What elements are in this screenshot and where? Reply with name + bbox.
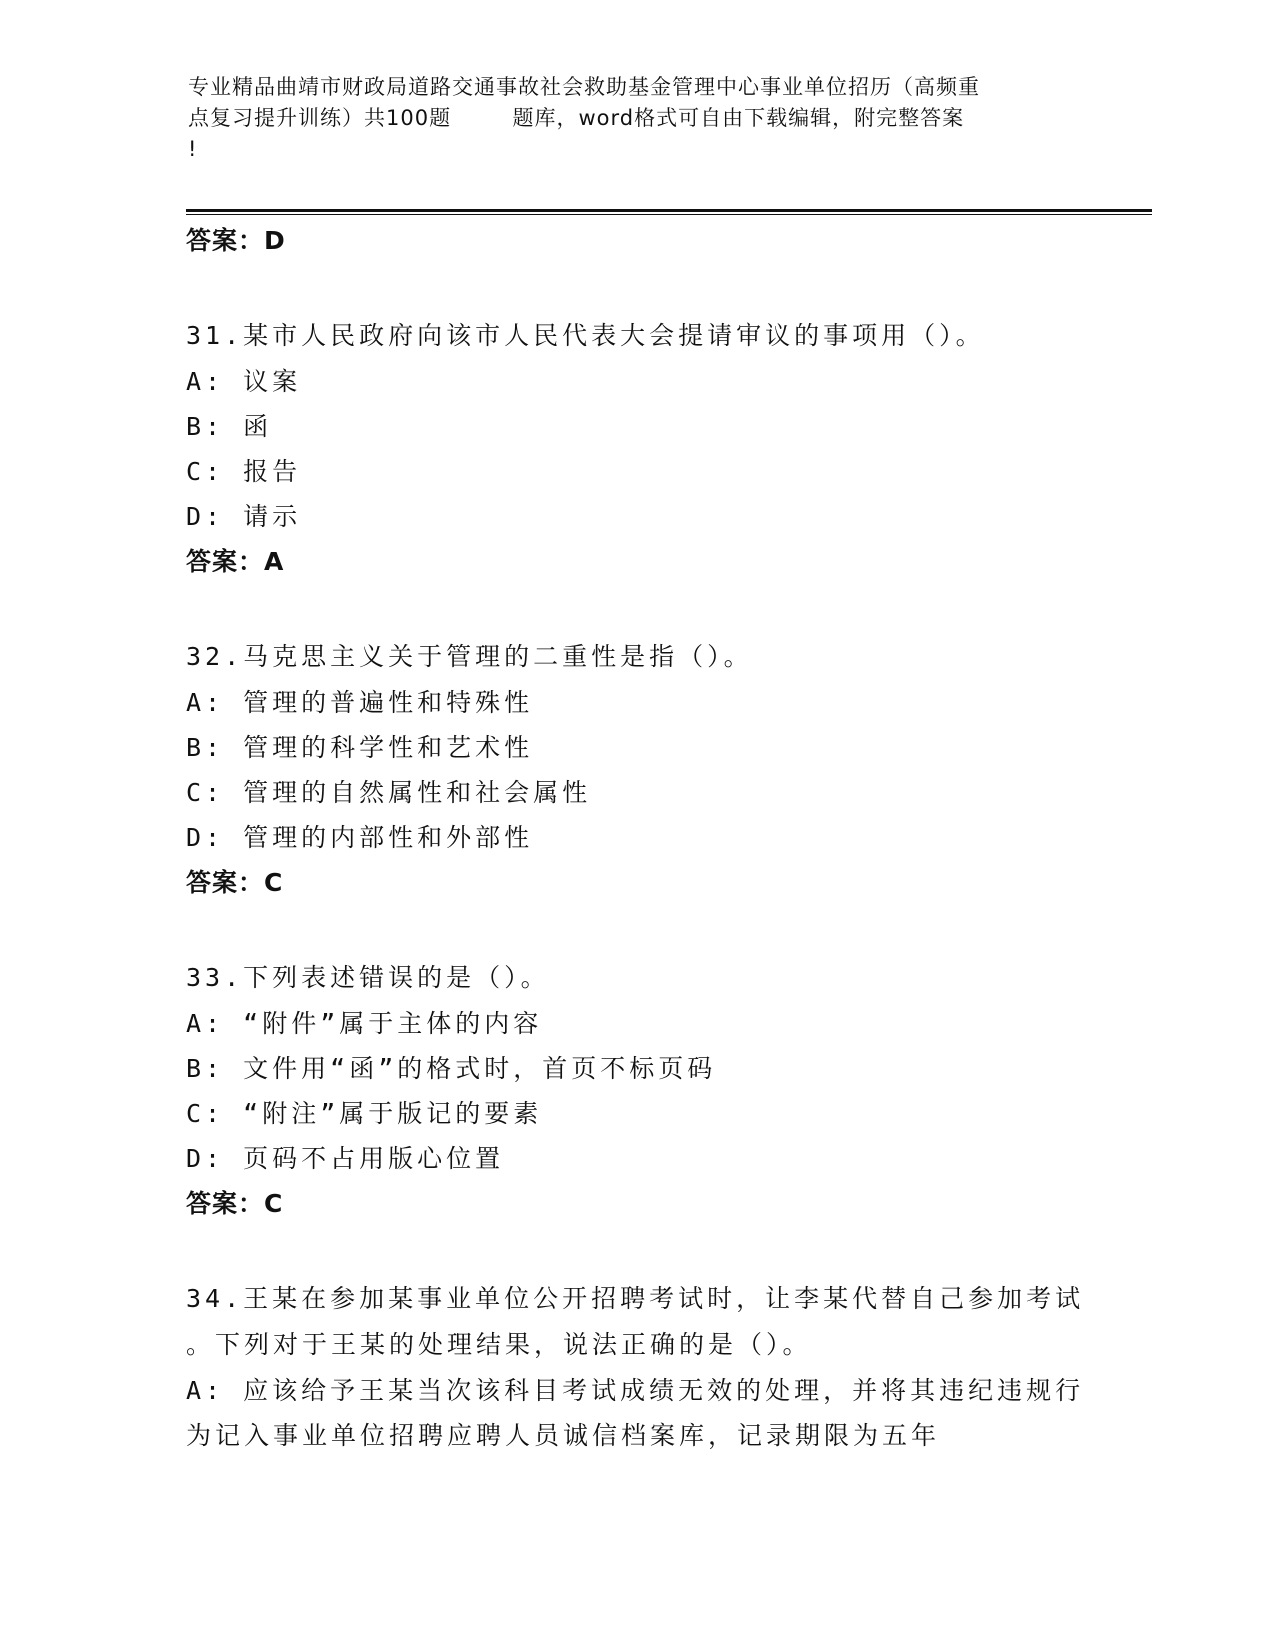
question-text: 33.下列表述错误的是（）。	[186, 963, 550, 992]
question-text: 31.某市人民政府向该市人民代表大会提请审议的事项用（）。	[186, 321, 985, 350]
option-d: D: 请示	[186, 502, 302, 531]
answer: 答案：C	[186, 868, 284, 897]
option-b: B: 函	[186, 412, 273, 441]
option-c: C: 管理的自然属性和社会属性	[186, 778, 592, 807]
option-b: B: 文件用“函”的格式时，首页不标页码	[186, 1054, 717, 1083]
question-list	[186, 218, 1086, 1458]
option-c: C: “附注”属于版记的要素	[186, 1099, 543, 1128]
question-33	[186, 955, 1086, 1226]
answer: 答案：C	[186, 1189, 284, 1218]
header-divider	[186, 209, 1152, 215]
option-c: C: 报告	[186, 457, 302, 486]
question-32	[186, 634, 1086, 905]
previous-answer: 答案：D	[186, 226, 286, 255]
option-a: A: “附件”属于主体的内容	[186, 1009, 543, 1038]
question-34	[186, 1276, 1086, 1458]
document-header	[188, 72, 1088, 165]
answer: 答案：A	[186, 547, 285, 576]
option-d: D: 管理的内部性和外部性	[186, 823, 534, 852]
header-title-line-3: !	[188, 137, 198, 161]
option-a: A: 议案	[186, 367, 302, 396]
header-title-line-1: 专业精品曲靖市财政局道路交通事故社会救助基金管理中心事业单位招历（高频重	[188, 75, 980, 99]
option-b: B: 管理的科学性和艺术性	[186, 733, 534, 762]
question-text-line-2: 。下列对于王某的处理结果，说法正确的是（）。	[186, 1330, 812, 1359]
question-text: 32.马克思主义关于管理的二重性是指（）。	[186, 642, 753, 671]
option-a-continued: 为记入事业单位招聘应聘人员诚信档案库，记录期限为五年	[186, 1421, 941, 1450]
option-a: A: 应该给予王某当次该科目考试成绩无效的处理，并将其违纪违规行	[186, 1376, 1085, 1405]
question-text-line-1: 34.王某在参加某事业单位公开招聘考试时，让李某代替自己参加考试	[186, 1284, 1085, 1313]
option-a: A: 管理的普遍性和特殊性	[186, 688, 534, 717]
option-d: D: 页码不占用版心位置	[186, 1144, 505, 1173]
question-31	[186, 313, 1086, 584]
header-title-line-2: 点复习提升训练）共100题 题库，word格式可自由下载编辑，附完整答案	[188, 106, 965, 130]
